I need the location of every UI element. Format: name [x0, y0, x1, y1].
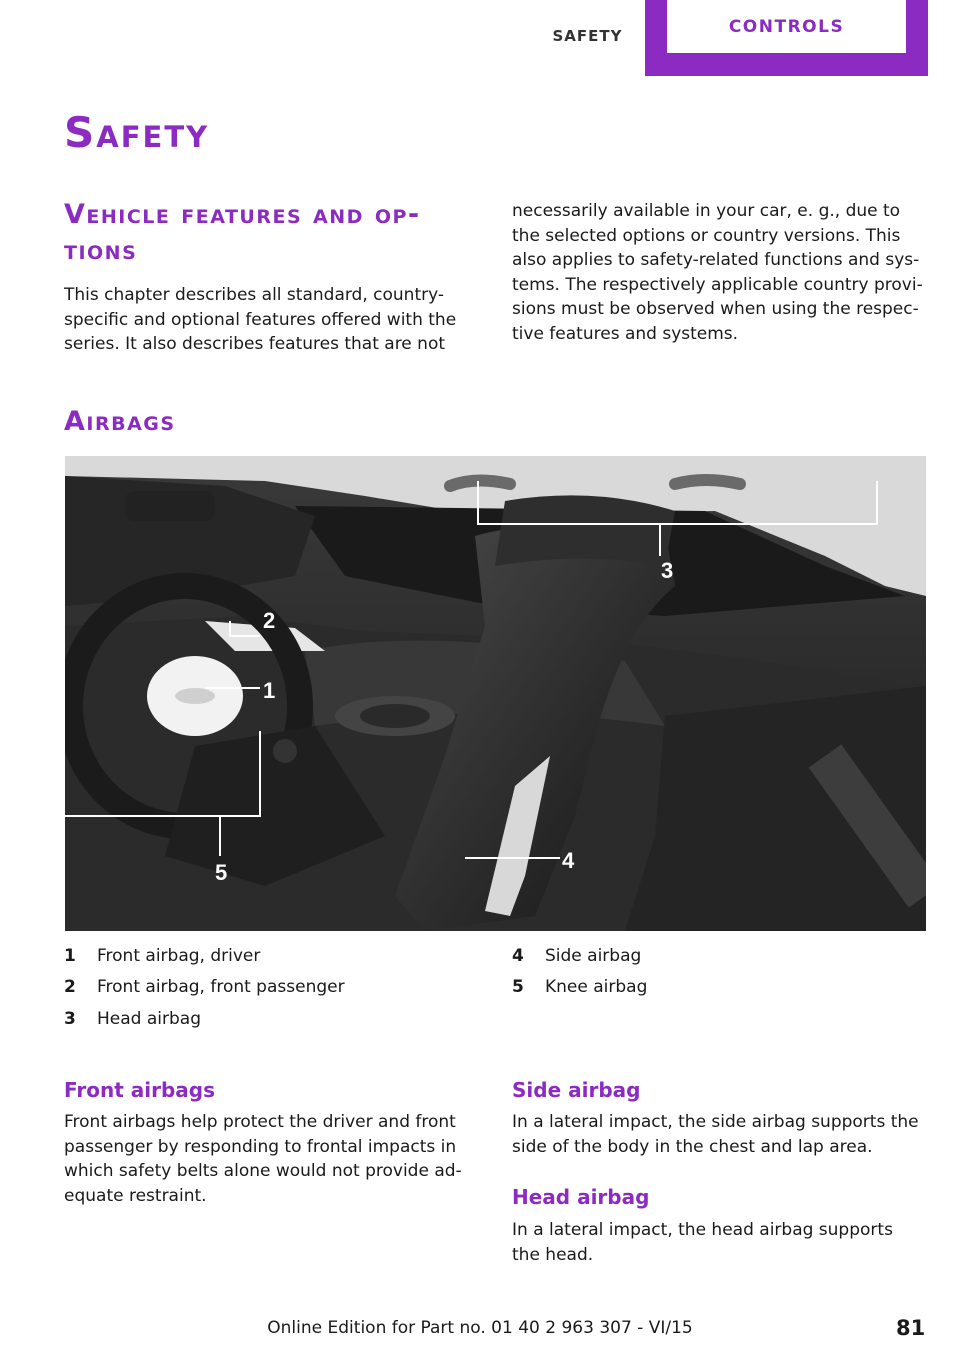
legend-label: Front airbag, driver	[97, 946, 261, 966]
legend-num: 3	[64, 1009, 76, 1029]
callout-2: 2	[263, 608, 276, 633]
legend-num: 1	[64, 946, 76, 966]
page-number: 81	[896, 1316, 926, 1340]
legend-label: Front airbag, front passenger	[97, 977, 345, 997]
side-airbag-heading: Side airbag	[512, 1078, 641, 1102]
legend-num: 2	[64, 977, 76, 997]
legend-label: Head airbag	[97, 1009, 201, 1029]
callout-4: 4	[562, 848, 575, 873]
airbags-interior-photo	[65, 456, 926, 931]
callout-5: 5	[215, 860, 228, 885]
front-airbags-heading: Front airbags	[64, 1078, 215, 1102]
vehicle-features-text-left: This chapter describes all standard, country-specific and optional features offered with the series. It also describes features that are not	[64, 285, 457, 354]
callout-3: 3	[661, 558, 674, 583]
side-airbag-text: In a lateral impact, the side airbag supports the side of the body in the chest and lap area.	[512, 1112, 919, 1157]
footer-edition: Online Edition for Part no. 01 40 2 963 307 - VI/15	[267, 1318, 693, 1338]
legend-label: Side airbag	[545, 946, 642, 966]
header-controls-text: CONTROLS	[728, 16, 845, 37]
head-airbag-text: In a lateral impact, the head airbag supports the head.	[512, 1220, 893, 1265]
legend-num: 4	[512, 946, 524, 966]
airbags-heading: Airbags	[64, 406, 176, 437]
legend-num: 5	[512, 977, 524, 997]
front-airbags-text: Front airbags help protect the driver and front passenger by responding to frontal impacts in which safety belts alone would not provide ad‐equate restraint.	[64, 1112, 462, 1206]
header-section-label	[530, 0, 645, 76]
page-title: Safety	[64, 108, 210, 157]
callout-1: 1	[263, 678, 276, 703]
head-airbag-heading: Head airbag	[512, 1185, 650, 1209]
legend-label: Knee airbag	[545, 977, 648, 997]
header-section-text: SAFETY	[552, 27, 623, 45]
vehicle-features-heading: Vehicle features and op‐ tions	[64, 199, 421, 266]
header-controls-tab-inner	[667, 0, 906, 53]
header-controls-tab[interactable]	[645, 0, 928, 76]
vehicle-features-text-right: necessarily available in your car, e. g., due to the selected options or country versions. This also applies to safety-related functions and sys‐tems. The respectively applicable country provi‐sions must be observed when using the respec‐tive features and systems.	[512, 201, 923, 344]
